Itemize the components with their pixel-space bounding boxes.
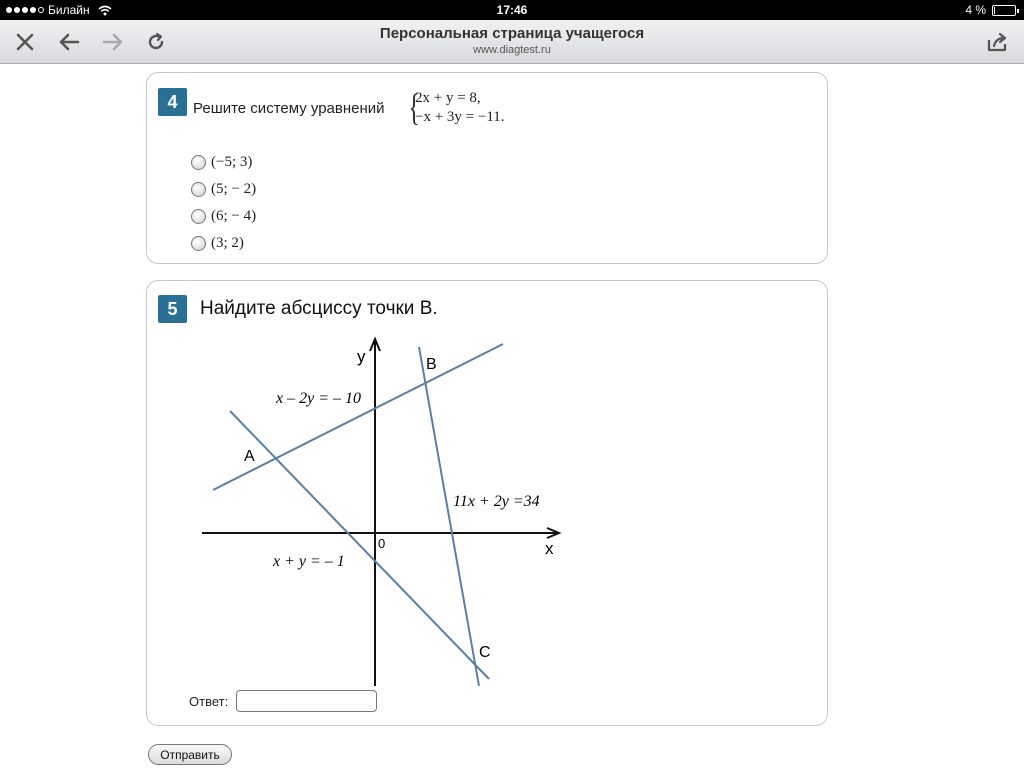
option-label: (5; − 2) xyxy=(211,181,257,197)
equation-label-3: x + y = – 1 xyxy=(273,553,345,570)
question-number: 5 xyxy=(158,295,187,323)
answer-label: Ответ: xyxy=(189,694,229,709)
point-a-label: A xyxy=(244,448,255,465)
x-axis-label: x xyxy=(545,539,554,558)
line-ac xyxy=(230,411,489,679)
answer-options xyxy=(191,149,256,257)
page-title-area xyxy=(0,25,1024,56)
answer-input[interactable] xyxy=(236,690,377,712)
point-c-label: C xyxy=(479,644,491,661)
question-number: 4 xyxy=(158,88,187,116)
submit-button[interactable]: Отправить xyxy=(148,744,232,765)
point-b-label: B xyxy=(426,356,437,373)
equation-label-1: x – 2y = – 10 xyxy=(276,390,361,407)
equation-2: −x + 3y = −11. xyxy=(415,109,505,125)
coordinate-graph xyxy=(197,336,567,691)
radio-button[interactable] xyxy=(191,155,206,170)
option-label: (3; 2) xyxy=(211,235,244,251)
share-icon[interactable] xyxy=(984,28,1012,56)
option-label: (−5; 3) xyxy=(211,154,253,170)
y-axis-label: y xyxy=(357,347,366,366)
question-text: Найдите абсциссу точки B. xyxy=(200,298,438,319)
question-card-4 xyxy=(146,72,828,264)
radio-button[interactable] xyxy=(191,182,206,197)
option-4[interactable] xyxy=(191,230,256,257)
page-url: www.diagtest.ru xyxy=(473,44,551,56)
radio-button[interactable] xyxy=(191,236,206,251)
line-bc xyxy=(419,347,479,686)
battery-percent: 4 % xyxy=(965,3,986,17)
option-label: (6; − 4) xyxy=(211,208,257,224)
equation-system xyxy=(408,87,505,129)
status-bar xyxy=(0,0,1024,20)
question-text: Решите систему уравнений xyxy=(193,100,385,117)
browser-toolbar xyxy=(0,20,1024,64)
option-2[interactable] xyxy=(191,176,256,203)
radio-button[interactable] xyxy=(191,209,206,224)
battery-icon xyxy=(992,5,1016,16)
brace-icon: { xyxy=(408,87,420,129)
option-3[interactable] xyxy=(191,203,256,230)
question-card-5 xyxy=(146,280,828,726)
origin-label: 0 xyxy=(378,536,386,551)
option-1[interactable] xyxy=(191,149,256,176)
carrier-name: Билайн xyxy=(48,3,90,17)
equation-label-2: 11x + 2y =34 xyxy=(453,493,540,510)
clock: 17:46 xyxy=(496,3,528,17)
page-title: Персональная страница учащегося xyxy=(379,25,645,42)
equation-1: 2x + y = 8, xyxy=(415,90,481,106)
